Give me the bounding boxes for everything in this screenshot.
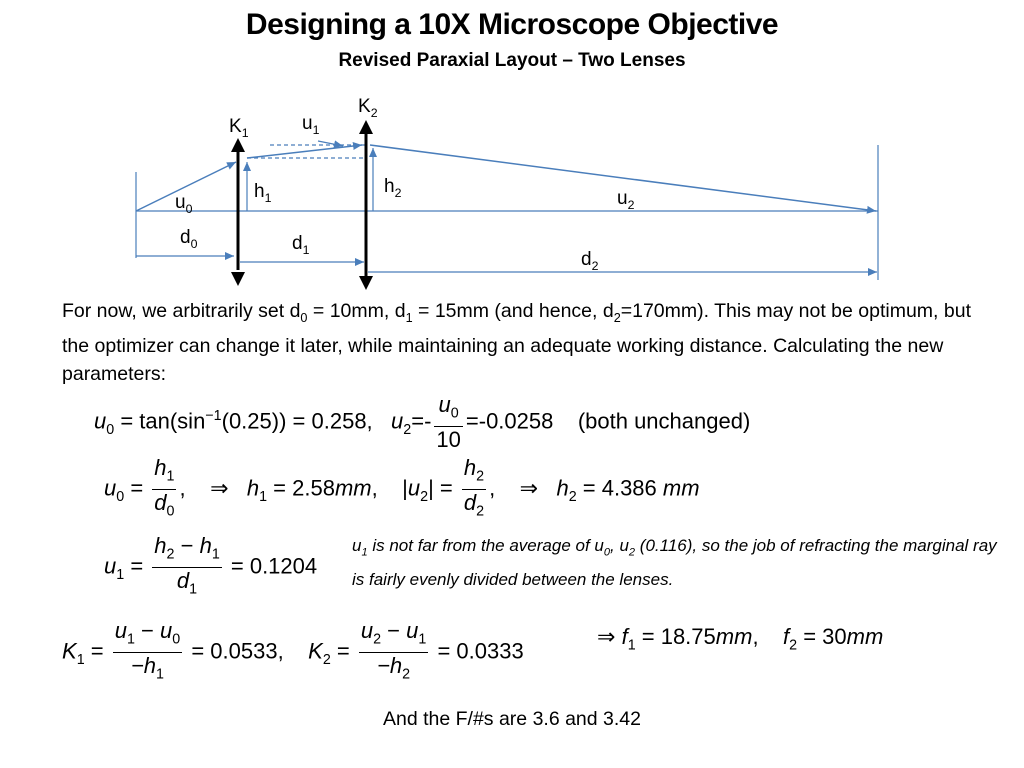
label-d2: $d_2$ [581, 249, 599, 273]
label-u0: $u_0$ [175, 192, 193, 216]
equation-k1-k2: $K_1$ = $\frac{u_1 - u_0}{-h_1}$ = 0.0533, $K_2$ = $\frac{u_2 - u_1}{-h_2}$ = 0.0333 [62, 618, 524, 683]
lens-k1-bottom-head [231, 272, 245, 286]
label-k2: $K_2$ [358, 96, 378, 120]
label-d1: $d_1$ [292, 233, 310, 257]
slide-subtitle: Revised Paraxial Layout – Two Lenses [338, 50, 686, 71]
lens-k2-bottom-head [359, 276, 373, 290]
label-u2: $u_2$ [617, 188, 635, 212]
label-h2: $h_2$ [384, 176, 402, 200]
label-u1: $u_1$ [302, 113, 320, 137]
label-k1: $K_1$ [229, 116, 249, 140]
label-d0: $d_0$ [180, 227, 198, 251]
slide-title: Designing a 10X Microscope Objective [245, 8, 779, 41]
equation-u0-u2: $u_0 = \tan(\sin^{-1}(0.25)) = 0.258$, $u_2=-$ $\frac{u_0}{10}$ =-0.0258 (both unchanged) [94, 392, 751, 453]
lens-k1-top-head [231, 138, 245, 152]
intro-paragraph: For now, we arbitrarily set $d_0 = 10mm$, $d_1 = 15mm$ (and hence, $d_2=170mm$). This may not be optimum, but the optimizer can change it later, while maintaining an adequate working distance. Calculating the new parameters: [62, 300, 971, 385]
label-h1: $h_1$ [254, 181, 272, 205]
ray-diagram [0, 0, 1024, 300]
ray-u1 [247, 145, 362, 158]
u1-note: $u_1$ is not far from the average of $u_0$, $u_2$ (0.116), so the job of refracting the marginal ray is fairly evenly divided between the lenses. [352, 536, 997, 590]
fraction-u0-over-10: $\frac{u_0}{10}$ [436, 392, 461, 453]
fnumber-summary: And the F/#s are 3.6 and 3.42 [382, 708, 641, 730]
equation-u1: $u_1$ = $\frac{h_2 - h_1}{d_1}$ = 0.1204 [104, 533, 318, 598]
equation-h1-h2: $u_0$ = $\frac{h_1}{d_0}$ , ⇒ $h_1 = 2.58mm$, $|u_2|$ = $\frac{h_2}{d_2}$ , ⇒ $h_2 = 4.386$ mm [104, 455, 700, 520]
lens-k2-top-head [359, 120, 373, 134]
equation-f1-f2: ⇒ $f_1 = 18.75mm$, $f_2 = 30mm$ [597, 624, 884, 654]
